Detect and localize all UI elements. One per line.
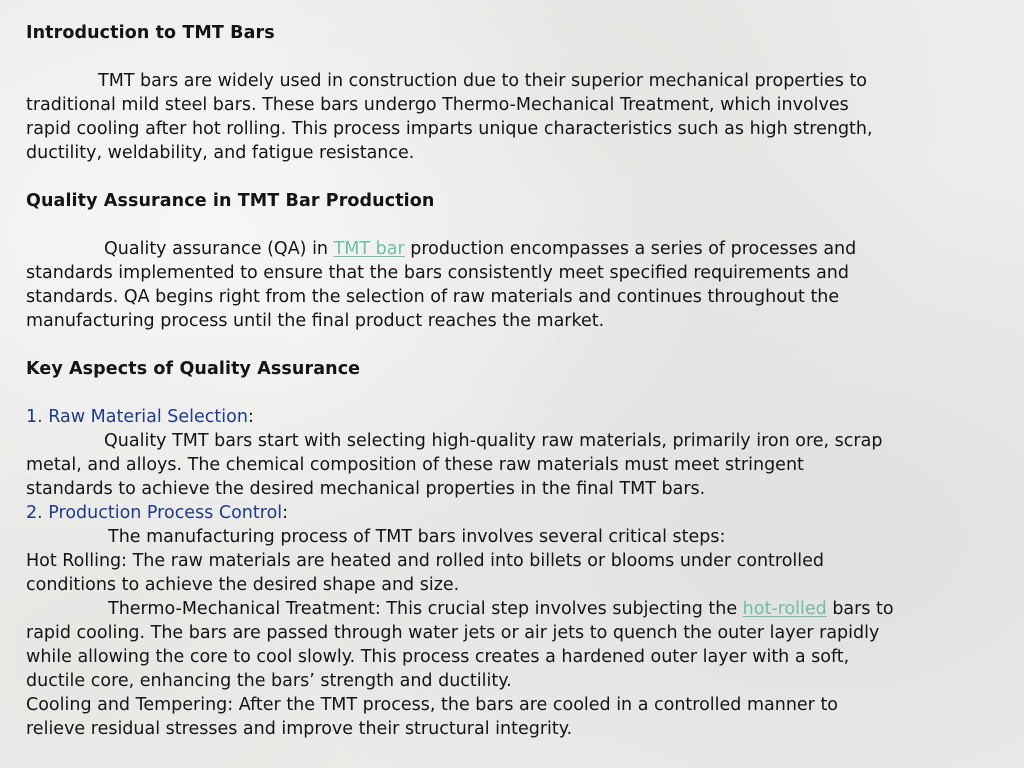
thermo-text-after: bars to	[826, 599, 894, 619]
cooling-line-1: Cooling and Tempering: After the TMT process, the bars are cooled in a controlled manner to	[26, 695, 839, 715]
intro-line-2: traditional mild steel bars. These bars undergo Thermo-Mechanical Treatment, which involves	[26, 95, 849, 115]
spacer	[26, 381, 1002, 405]
item-2-paragraph	[26, 525, 1002, 741]
hot-rolling-line-1: Hot Rolling: The raw materials are heated and rolled into billets or blooms under controlled	[26, 551, 825, 571]
thermo-text-before: Thermo-Mechanical Treatment: This crucial step involves subjecting the	[108, 599, 743, 619]
qa-line-1-text-after: production encompasses a series of processes and	[404, 239, 857, 259]
intro-line-4: ductility, weldability, and fatigue resistance.	[26, 143, 415, 163]
item-1-line-2: metal, and alloys. The chemical composition of these raw materials must meet stringent	[26, 455, 804, 475]
item-2-colon: :	[282, 503, 289, 523]
spacer	[26, 213, 1002, 237]
qa-line-4: manufacturing process until the final product reaches the market.	[26, 311, 605, 331]
qa-line-1	[26, 237, 1002, 261]
spacer	[26, 165, 1002, 189]
item-2-intro: The manufacturing process of TMT bars involves several critical steps:	[108, 527, 726, 547]
thermo-line-2: rapid cooling. The bars are passed through water jets or air jets to quench the outer layer rapidly	[26, 623, 880, 643]
thermo-line-4: ductile core, enhancing the bars’ strength and ductility.	[26, 671, 512, 691]
item-1-title: 1. Raw Material Selection	[26, 407, 248, 427]
intro-heading: Introduction to TMT Bars	[26, 23, 275, 43]
intro-paragraph	[26, 69, 1002, 165]
key-aspects-heading: Key Aspects of Quality Assurance	[26, 359, 361, 379]
item-2-title-line	[26, 501, 1002, 525]
item-1-colon: :	[247, 407, 254, 427]
hot-rolled-link[interactable]: hot-rolled	[742, 599, 827, 619]
intro-line-3: rapid cooling after hot rolling. This process imparts unique characteristics such as high strength,	[26, 119, 873, 139]
spacer	[26, 333, 1002, 357]
hot-rolling-line-2: conditions to achieve the desired shape and size.	[26, 575, 460, 595]
item-1-title-line	[26, 405, 1002, 429]
cooling-line-2: relieve residual stresses and improve their structural integrity.	[26, 719, 573, 739]
qa-line-1-text-before: Quality assurance (QA) in	[104, 239, 334, 259]
qa-line-3: standards. QA begins right from the selection of raw materials and continues throughout the	[26, 287, 840, 307]
spacer	[26, 45, 1002, 69]
item-1-paragraph	[26, 429, 1002, 501]
qa-paragraph	[26, 237, 1002, 333]
thermo-line-1	[26, 597, 1002, 621]
qa-heading: Quality Assurance in TMT Bar Production	[26, 191, 435, 211]
item-1-line-1: Quality TMT bars start with selecting high-quality raw materials, primarily iron ore, scrap	[104, 431, 883, 451]
item-1-line-3: standards to achieve the desired mechanical properties in the final TMT bars.	[26, 479, 706, 499]
intro-line-1: TMT bars are widely used in construction due to their superior mechanical properties to	[98, 71, 868, 91]
qa-line-2: standards implemented to ensure that the bars consistently meet specified requirements and	[26, 263, 849, 283]
item-2-title: 2. Production Process Control	[26, 503, 283, 523]
thermo-line-3: while allowing the core to cool slowly. This process creates a hardened outer layer with a soft,	[26, 647, 850, 667]
tmt-bar-link[interactable]: TMT bar	[333, 239, 405, 259]
